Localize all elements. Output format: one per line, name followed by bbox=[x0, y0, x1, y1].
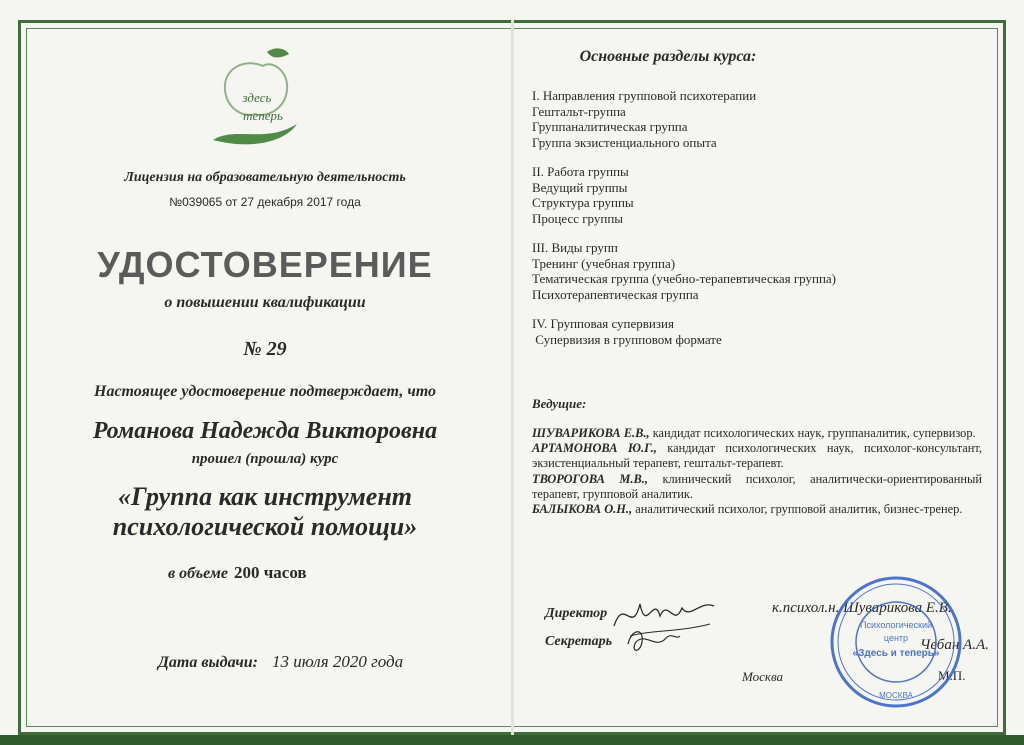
section-heading: I. Направления групповой психотерапии bbox=[532, 88, 757, 103]
fold-line bbox=[511, 20, 514, 735]
secretary-name: Чебан А.А. bbox=[920, 637, 989, 653]
leader-name: АРТАМОНОВА Ю.Г., bbox=[532, 441, 657, 456]
round-stamp bbox=[828, 574, 964, 710]
leader-entry bbox=[532, 426, 982, 441]
section-item: Структура группы bbox=[532, 195, 634, 210]
stamp-city: МОСКВА bbox=[879, 691, 913, 700]
issue-value: 13 июля 2020 года bbox=[271, 652, 404, 671]
stamp-line-1: Психологический bbox=[859, 620, 933, 630]
sections-title: Основные разделы курса: bbox=[579, 48, 757, 65]
section-heading: III. Виды групп bbox=[532, 240, 618, 255]
leader-description: кандидат психологических наук, группаналитик, супервизор. bbox=[652, 426, 976, 440]
section-item: Тренинг (учебная группа) bbox=[532, 255, 676, 271]
section-item: Психотерапевтическая группа bbox=[532, 286, 699, 302]
course-title bbox=[40, 482, 490, 542]
seal-place-mark: М.П. bbox=[938, 668, 966, 683]
issue-label: Дата выдачи: bbox=[158, 654, 258, 671]
volume-label: в объеме bbox=[168, 565, 228, 582]
cover-edge bbox=[0, 735, 1024, 745]
leader-name: БАЛЫКОВА О.Н., bbox=[532, 502, 633, 517]
section-group bbox=[532, 164, 836, 226]
issue-date bbox=[158, 652, 403, 672]
section-group bbox=[532, 316, 836, 347]
certificate-number: № 29 bbox=[243, 338, 287, 360]
volume-value: 200 часов bbox=[233, 563, 307, 582]
section-item: Процесс группы bbox=[532, 210, 624, 226]
secretary-signature bbox=[622, 620, 682, 660]
document-subtitle: о повышении квалификации bbox=[164, 294, 366, 311]
leader-name: ШУВАРИКОВА Е.В., bbox=[532, 426, 650, 440]
person-name: Романова Надежда Викторовна bbox=[92, 418, 438, 444]
course-title-line-1: «Группа как инструмент bbox=[117, 482, 413, 511]
license-title: Лицензия на образовательную деятельность bbox=[124, 170, 406, 185]
license-number: №039065 от 27 декабря 2017 года bbox=[169, 195, 361, 209]
city: Москва bbox=[742, 669, 784, 684]
leader-description: аналитический психолог, групповой аналитик, бизнес-тренер. bbox=[635, 502, 963, 517]
section-item: Тематическая группа (учебно-терапевтическая группа) bbox=[532, 271, 837, 286]
leader-entry bbox=[532, 502, 982, 517]
course-volume bbox=[168, 563, 307, 583]
section-item: Супервизия в групповом формате bbox=[532, 331, 722, 347]
section-item: Ведущий группы bbox=[532, 179, 628, 195]
sections-list bbox=[532, 88, 836, 361]
apple-logo-icon bbox=[205, 44, 305, 154]
director-name: к.психол.н. Шуварикова Е.В. bbox=[772, 600, 952, 616]
director-label: Директор bbox=[545, 606, 608, 621]
secretary-label: Секретарь bbox=[545, 634, 613, 649]
completed-text: прошел (прошла) курс bbox=[191, 451, 339, 467]
logo-word-1: здесь bbox=[242, 90, 272, 105]
leaders-list bbox=[532, 426, 982, 517]
stamp-line-2: центр bbox=[883, 633, 909, 643]
course-title-line-2: психологической помощи» bbox=[112, 512, 418, 541]
leader-description: клинический психолог, аналитически-ориентированный терапевт, групповой аналитик. bbox=[532, 471, 982, 501]
section-heading: II. Работа группы bbox=[532, 164, 629, 179]
section-group bbox=[532, 240, 836, 302]
logo-word-2: теперь bbox=[243, 108, 283, 123]
section-heading: IV. Групповая супервизия bbox=[532, 316, 674, 331]
confirmation-text: Настоящее удостоверение подтверждает, что bbox=[94, 383, 436, 400]
section-group bbox=[532, 88, 836, 150]
stamp-line-3: «Здесь и теперь» bbox=[852, 648, 940, 659]
section-item: Группаналитическая группа bbox=[532, 119, 688, 134]
leader-entry bbox=[532, 472, 982, 502]
leaders-title: Ведущие: bbox=[532, 396, 587, 411]
leader-name: ТВОРОГОВА М.В., bbox=[532, 471, 648, 486]
leader-entry bbox=[532, 441, 982, 471]
section-item: Группа экзистенциального опыта bbox=[532, 134, 717, 150]
section-item: Гештальт-группа bbox=[532, 103, 626, 119]
leader-description: кандидат психологических наук, психолог-консультант, экзистенциальный терапевт, гештальт-терапевт. bbox=[532, 441, 982, 471]
document-title: УДОСТОВЕРЕНИЕ bbox=[97, 244, 433, 285]
